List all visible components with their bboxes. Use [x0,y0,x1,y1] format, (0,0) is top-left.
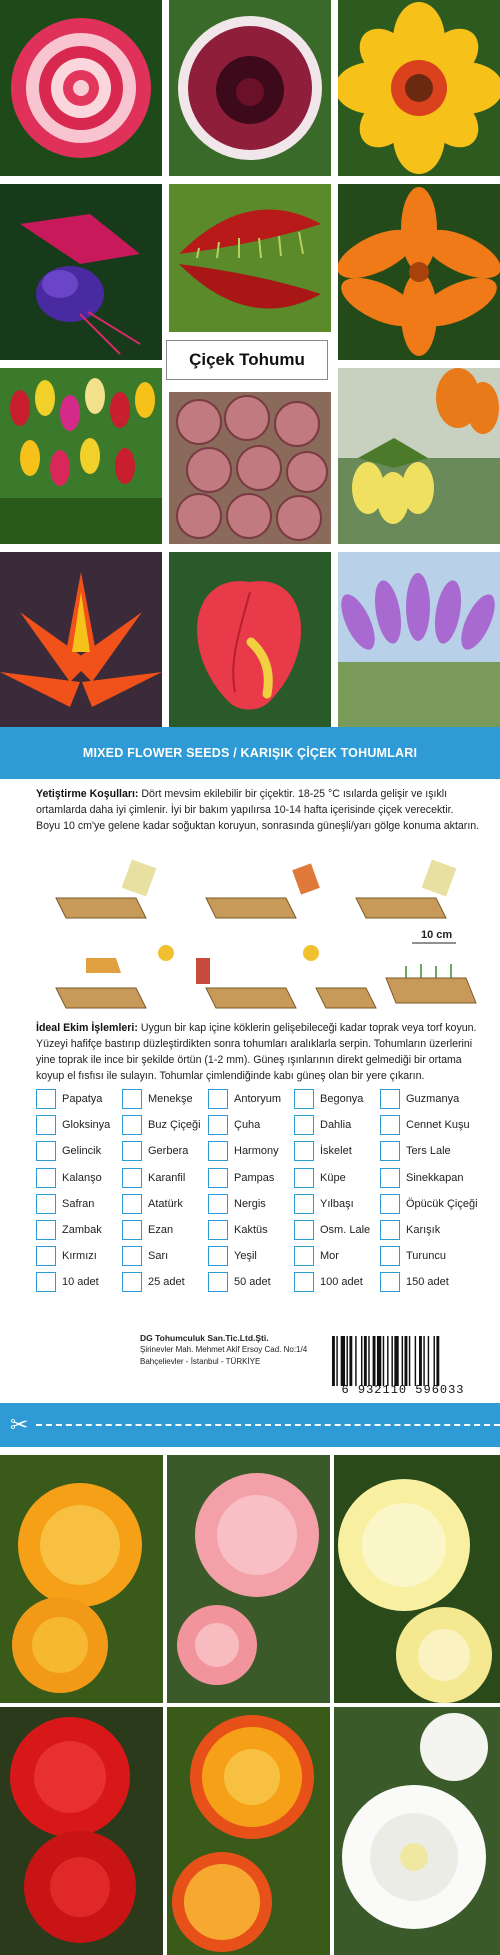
photo-anthurium [169,552,331,727]
checklist-label: Harmony [234,1145,279,1158]
checklist-label: Gerbera [148,1145,189,1158]
checklist-label: Yılbaşı [320,1197,354,1210]
checklist-label: Kalanşo [62,1171,102,1184]
scissors-icon: ✂ [10,1412,29,1437]
checklist-item[interactable] [294,1088,363,1110]
checklist-label: Karışık [406,1224,441,1236]
barcode-bar [347,1336,348,1386]
checkbox[interactable] [208,1168,228,1188]
barcode-bar [349,1336,352,1386]
checklist-item[interactable] [208,1140,279,1162]
checklist-item[interactable] [294,1271,363,1293]
barcode-bar [434,1336,435,1386]
checkbox[interactable] [36,1141,56,1161]
photo-tulips [0,368,162,544]
checklist-item[interactable] [208,1114,260,1136]
company-name: DG Tohumculuk San.Tic.Ltd.Şti. [140,1333,269,1343]
photo-orange-lily [338,184,500,360]
photo-pink-begonia [0,0,162,176]
checklist-label: Begonya [320,1093,364,1105]
checkbox[interactable] [36,1089,56,1109]
checkbox[interactable] [36,1272,56,1292]
checkbox[interactable] [122,1272,142,1292]
checkbox[interactable] [36,1220,56,1240]
checklist-label: Turuncu [406,1250,446,1263]
barcode-bar [428,1336,429,1386]
barcode-bar [405,1336,408,1386]
checklist-item[interactable] [294,1193,354,1215]
photo-gloxinia [169,0,331,176]
checklist-item[interactable] [36,1219,102,1241]
sowing-heading: İdeal Ekim İşlemleri: [36,1022,138,1034]
checklist-item[interactable] [122,1271,185,1293]
checklist-label: Papatya [62,1093,103,1105]
checklist-label: Küpe [320,1171,346,1184]
checklist-label: Zambak [62,1224,102,1236]
barcode-bar [423,1336,424,1386]
checklist-item[interactable] [380,1219,440,1241]
growing-conditions [36,786,480,834]
checkbox[interactable] [122,1168,142,1188]
checklist-item[interactable] [122,1140,188,1162]
checklist-item[interactable] [208,1167,274,1189]
checklist-item[interactable] [122,1219,173,1241]
checklist-item[interactable] [208,1219,268,1241]
checklist-label: Gelincik [62,1145,102,1158]
photo-begonia-yellow [334,1455,500,1703]
checklist-item[interactable] [380,1140,451,1162]
checklist-label: Karanfil [148,1171,186,1184]
checklist-item[interactable] [294,1140,352,1162]
checkbox[interactable] [122,1089,142,1109]
photo-begonia-picotee [167,1707,330,1955]
barcode [328,1336,478,1386]
checklist-item[interactable] [294,1167,346,1189]
photo-begonia-orange [0,1455,163,1703]
checklist-item[interactable] [208,1271,271,1293]
checklist-label: Buz Çiçeği [148,1119,201,1132]
checkbox[interactable] [380,1115,400,1135]
checklist-label: 10 adet [62,1276,99,1289]
checklist-label: Nergis [234,1197,266,1210]
barcode-bar [361,1336,362,1386]
checklist-label: Ters Lale [406,1145,451,1158]
checkbox[interactable] [208,1272,228,1292]
photo-venus-flytrap [169,184,331,332]
checklist-item[interactable] [380,1193,478,1215]
barcode-bar [415,1336,416,1386]
checkbox[interactable] [36,1246,56,1266]
photo-lithops [169,392,331,544]
checkbox[interactable] [294,1115,314,1135]
photo-begonia-white [334,1707,500,1955]
checklist-item[interactable] [122,1114,201,1136]
checkbox[interactable] [122,1194,142,1214]
checklist-label: İskelet [320,1145,352,1158]
checklist-label: 100 adet [320,1276,363,1289]
checklist-item[interactable] [380,1114,470,1136]
checklist-label: Dahlia [320,1119,352,1132]
checklist-label: Safran [62,1197,95,1210]
checklist-label: Menekşe [148,1093,193,1105]
checklist-label: Pampas [234,1171,275,1184]
checkbox[interactable] [294,1141,314,1161]
barcode-bar [336,1336,337,1386]
barcode-bar [419,1336,422,1386]
photo-dahlia-yellow [338,0,500,176]
checklist-item[interactable] [294,1114,351,1136]
barcode-bar [341,1336,345,1386]
checklist-label: Sarı [148,1250,169,1263]
checkbox[interactable] [36,1194,56,1214]
photo-begonia-pink [167,1455,330,1703]
checklist-label: Guzmanya [406,1093,460,1105]
checklist-label: Gloksinya [62,1119,111,1132]
checklist-item[interactable] [380,1167,464,1189]
company-info [140,1332,340,1368]
checkbox[interactable] [208,1141,228,1161]
checkbox[interactable] [208,1246,228,1266]
sowing-illustration [36,858,480,1018]
barcode-bar [364,1336,367,1386]
barcode-bar [394,1336,398,1386]
checklist-item[interactable] [36,1271,99,1293]
checklist-item[interactable] [294,1219,370,1241]
checkbox[interactable] [122,1141,142,1161]
checklist-label: 25 adet [148,1276,185,1289]
checkbox[interactable] [208,1194,228,1214]
checkbox[interactable] [208,1115,228,1135]
checklist-item[interactable] [380,1245,446,1267]
checklist-item[interactable] [36,1167,102,1189]
growing-heading: Yetiştirme Koşulları: [36,788,139,800]
photo-begonia-red [0,1707,163,1955]
checkbox[interactable] [380,1168,400,1188]
checklist-item[interactable] [122,1167,185,1189]
barcode-bar [355,1336,356,1386]
checkbox[interactable] [380,1194,400,1214]
cut-line [0,1403,500,1447]
photo-fuchsia [0,184,162,360]
checklist-label: Cennet Kuşu [406,1119,470,1132]
barcode-bar [368,1336,369,1386]
checkbox[interactable] [294,1272,314,1292]
illustration-label: 10 cm [421,929,453,941]
checkbox[interactable] [380,1141,400,1161]
checklist-item[interactable] [122,1193,183,1215]
product-label: Çiçek Tohumu [166,340,328,380]
checkbox[interactable] [380,1220,400,1240]
company-address-line-1: Şirinevler Mah. Mehmet Akif Ersoy Cad. No:1/4 [140,1345,308,1354]
barcode-bar [391,1336,392,1386]
checkbox[interactable] [380,1246,400,1266]
barcode-bar [387,1336,388,1386]
checkbox[interactable] [208,1089,228,1109]
barcode-bar [383,1336,384,1386]
checklist-item[interactable] [380,1271,449,1293]
photo-guzmania [0,552,162,727]
checklist-item[interactable] [36,1140,101,1162]
growing-text: Dört mevsim ekilebilir bir çiçektir. 18-25 °C ısılarda gelişir ve ışıklı ortamlarda daha iyi çimlenir. İyi bir bakım yapılırsa 10-14 hafta içerisinde çiçek verecektir. Boyu 10 cm'ye gelene kadar soğuktan koruyun, sonrasında güneşli/yarı gölge konuma aktarın. [36,788,480,832]
checkbox[interactable] [380,1272,400,1292]
checklist-item[interactable] [208,1193,266,1215]
checklist-label: Yeşil [234,1250,257,1263]
sowing-steps [36,1020,480,1084]
checklist-label: 150 adet [406,1276,449,1289]
checklist-label: Öpücük Çiçeği [406,1197,478,1210]
barcode-bar [373,1336,376,1386]
barcode-bar [377,1336,381,1386]
checklist-label: Sinekkapan [406,1171,464,1184]
banner-title: MIXED FLOWER SEEDS / KARIŞIK ÇİÇEK TOHUMLARI [0,727,500,779]
checklist-item[interactable] [36,1088,102,1110]
barcode-number: 6 932110 596033 [341,1383,465,1397]
photo-pampas [338,552,500,727]
checklist-label: Ezan [148,1224,174,1236]
checkbox[interactable] [294,1168,314,1188]
barcode-bar [332,1336,335,1386]
checkbox[interactable] [36,1168,56,1188]
checklist-item[interactable] [208,1088,281,1110]
checklist-item[interactable] [380,1088,459,1110]
checkbox[interactable] [294,1089,314,1109]
checklist-item[interactable] [122,1245,168,1267]
photo-crown-imperial [338,368,500,544]
checklist-label: 50 adet [234,1276,271,1289]
checkbox[interactable] [208,1220,228,1240]
dashed-line [36,1424,500,1426]
checklist-item[interactable] [294,1245,339,1267]
checklist-label: Mor [320,1250,339,1263]
checklist-label: Antoryum [234,1093,282,1105]
checklist-item[interactable] [122,1088,193,1110]
checkbox[interactable] [122,1220,142,1240]
barcode-bar [409,1336,410,1386]
checkbox[interactable] [294,1220,314,1240]
barcode-bar [402,1336,403,1386]
company-address-line-2: Bahçelievler - İstanbul - TÜRKİYE [140,1357,261,1366]
checklist-label: Osm. Lale [320,1224,371,1236]
barcode-bar [436,1336,439,1386]
checkbox[interactable] [380,1089,400,1109]
checklist-item[interactable] [36,1193,94,1215]
checkbox[interactable] [122,1115,142,1135]
checklist-label: Kaktüs [234,1224,268,1236]
checklist-label: Atatürk [148,1197,183,1210]
sowing-text: Uygun bir kap içine köklerin gelişebileceği kadar toprak veya torf koyun. Yüzeyi hafifçe bastırıp düzleştirdikten sonra tohumları aralıklarla serpin. Tohumların üzerlerini yine toprak ile ince bir şekilde örtün (1-2 mm). Güneş ışınlarının direkt gelmediği bir ortama koyup el fısfısı ile sulayın. Tohumlar çimlendiğinde kabı güneş olan bir yere çıkarın. [36,1022,477,1082]
checkbox[interactable] [294,1194,314,1214]
checklist-item[interactable] [36,1245,97,1267]
checklist-item[interactable] [36,1114,110,1136]
checklist-label: Kırmızı [62,1250,97,1263]
checklist-label: Çuha [234,1119,261,1132]
checklist-item[interactable] [208,1245,257,1267]
checkbox[interactable] [122,1246,142,1266]
checkbox[interactable] [294,1246,314,1266]
checkbox[interactable] [36,1115,56,1135]
